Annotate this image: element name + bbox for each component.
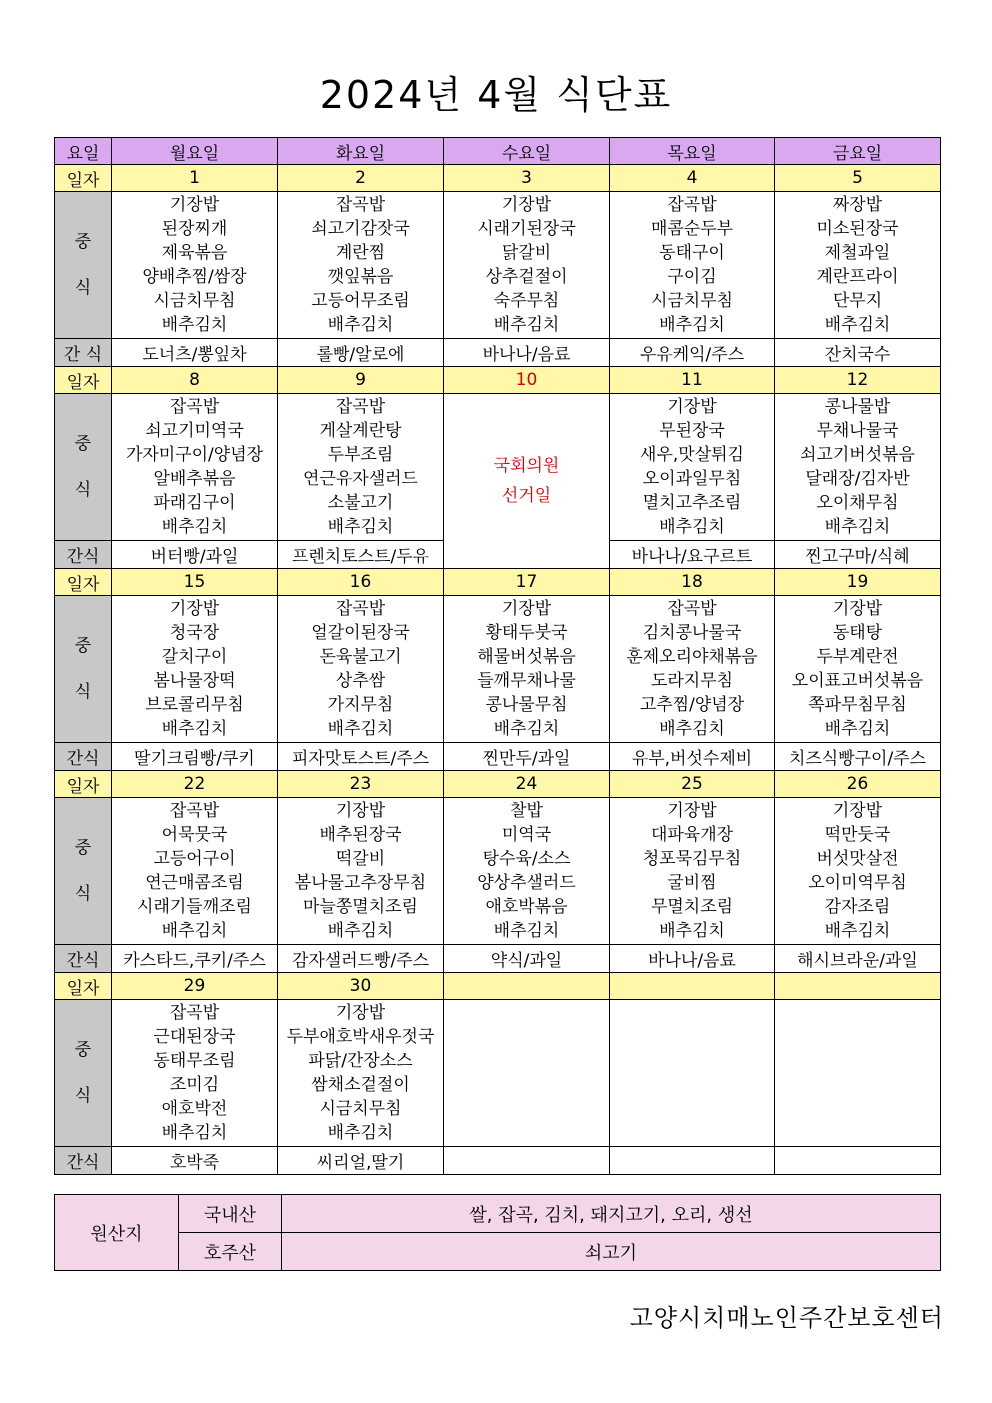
weekday-header: 수요일 [444,138,610,165]
menu-table [54,137,941,1175]
meal-item: 고등어무조림 [311,291,410,311]
snack-row-label: 간 식 [55,339,112,367]
meal-item: 동태탕 [832,623,883,643]
snack-cell: 유부,버섯수제비 [610,743,775,771]
meal-cell [444,1000,610,1147]
snack-row-label: 간식 [55,945,112,973]
snack-cell: 감자샐러드빵/주스 [278,945,444,973]
date-cell: 17 [444,569,610,596]
meal-item: 매콤순두부 [650,219,734,239]
meal-item: 해물버섯볶음 [477,647,576,667]
date-cell: 5 [775,165,941,192]
meal-item: 배추김치 [659,719,725,739]
holiday-text: 선거일 [501,486,552,506]
meal-item: 쇠고기버섯볶음 [800,445,915,465]
meal-item: 숙주무침 [493,291,560,311]
meal-cell [610,192,775,339]
meal-item: 오이표고버섯볶음 [791,671,924,691]
meal-cell [278,1000,444,1147]
meal-item: 오이채무침 [816,493,899,513]
meal-item: 무된장국 [659,421,725,441]
meal-item: 닭갈비 [501,243,552,263]
date-cell: 12 [775,367,941,394]
meal-item: 동태무조림 [153,1051,236,1071]
origin-row [55,1233,941,1271]
date-cell: 18 [610,569,775,596]
snack-cell: 약식/과일 [444,945,610,973]
meal-item: 배추김치 [493,315,560,335]
meal-item: 시금치무침 [153,291,236,311]
origin-items: 쌀, 잡곡, 김치, 돼지고기, 오리, 생선 [282,1195,941,1233]
meal-row [55,1000,941,1147]
meal-item: 기장밥 [832,801,883,821]
meal-cell [610,798,775,945]
meal-item: 상추겉절이 [485,267,568,287]
snack-cell: 씨리얼,딸기 [278,1147,444,1175]
weekday-header: 화요일 [278,138,444,165]
meal-label-bottom: 식 [74,682,92,702]
meal-item: 시금치무침 [319,1099,402,1119]
date-cell: 15 [112,569,278,596]
snack-cell: 찐만두/과일 [444,743,610,771]
date-cell: 3 [444,165,610,192]
date-cell: 24 [444,771,610,798]
meal-cell [278,596,444,743]
snack-row [55,945,941,973]
meal-item: 돈육불고기 [319,647,402,667]
snack-cell: 호박죽 [112,1147,278,1175]
meal-item: 배추김치 [493,921,560,941]
page-title: 2024년 4월 식단표 [319,73,673,117]
date-cell: 9 [278,367,444,394]
meal-item: 배추김치 [161,517,228,537]
meal-item: 청국장 [169,623,220,643]
snack-cell: 해시브라운/과일 [775,945,941,973]
meal-item: 들깨무채나물 [477,671,576,691]
meal-item: 제철과일 [824,243,891,263]
snack-cell: 바나나/음료 [444,339,610,367]
meal-item: 찰밥 [510,801,543,821]
meal-item: 봄나물고추장무침 [294,873,427,893]
meal-label-top: 중 [74,434,92,454]
meal-item: 콩나물무침 [485,695,568,715]
date-row [55,771,941,798]
meal-cell [610,394,775,541]
meal-item: 기장밥 [335,801,386,821]
meal-item: 된장찌개 [161,219,228,239]
date-cell: 30 [278,973,444,1000]
meal-item: 도라지무침 [650,671,734,691]
meal-item: 배추김치 [327,517,394,537]
date-row [55,165,941,192]
meal-item: 배추김치 [659,921,725,941]
meal-item: 무채나물국 [816,421,899,441]
meal-item: 기장밥 [335,1003,386,1023]
meal-item: 콩나물밥 [824,397,891,417]
meal-item: 마늘쫑멸치조림 [303,897,418,917]
date-cell: 25 [610,771,775,798]
snack-cell: 버터빵/과일 [112,541,278,569]
meal-cell [444,798,610,945]
meal-item: 고추찜/양념장 [639,695,745,715]
date-cell: 4 [610,165,775,192]
weekday-header-row [55,138,941,165]
meal-item: 근대된장국 [153,1027,236,1047]
meal-item: 상추쌈 [335,671,386,691]
meal-item: 시래기들깨조림 [137,897,252,917]
meal-cell [444,192,610,339]
meal-item: 떡만둣국 [824,825,891,845]
meal-item: 오이미역무침 [808,873,907,893]
meal-row [55,192,941,339]
meal-item: 잡곡밥 [335,599,386,619]
snack-row-label: 간식 [55,1147,112,1175]
holiday-text: 국회의원 [493,456,560,476]
weekday-header-label: 요일 [55,138,112,165]
origin-country: 국내산 [179,1195,282,1233]
meal-label-top: 중 [74,636,92,656]
date-cell: 2 [278,165,444,192]
meal-item: 배추김치 [824,315,891,335]
origin-country: 호주산 [179,1233,282,1271]
date-cell: 26 [775,771,941,798]
date-row [55,367,941,394]
date-row [55,973,941,1000]
meal-item: 배추김치 [493,719,560,739]
date-cell: 19 [775,569,941,596]
meal-item: 잡곡밥 [667,195,717,215]
weekday-header: 금요일 [775,138,941,165]
meal-item: 단무지 [832,291,883,311]
snack-cell [610,1147,775,1175]
meal-item: 배추김치 [327,921,394,941]
meal-row [55,596,941,743]
snack-cell: 잔치국수 [775,339,941,367]
meal-cell [775,798,941,945]
meal-item: 배추김치 [824,517,891,537]
meal-item: 배추된장국 [319,825,402,845]
meal-label-top: 중 [74,838,92,858]
meal-item: 파닭/간장소스 [308,1051,413,1071]
origin-table [54,1194,941,1271]
meal-item: 떡갈비 [335,849,386,869]
meal-item: 봄나물장떡 [153,671,236,691]
meal-item: 양배추찜/쌈장 [142,267,247,287]
snack-row [55,339,941,367]
meal-item: 게살계란탕 [319,421,402,441]
meal-cell [112,1000,278,1147]
meal-row-label [55,192,112,339]
meal-item: 잡곡밥 [169,801,220,821]
meal-item: 기장밥 [169,599,220,619]
origin-label: 원산지 [55,1195,179,1271]
meal-cell [112,596,278,743]
meal-item: 기장밥 [667,397,717,417]
date-cell: 29 [112,973,278,1000]
date-row-label: 일자 [55,973,112,1000]
meal-item: 배추김치 [824,921,891,941]
meal-item: 깻잎볶음 [327,267,394,287]
meal-cell [278,394,444,541]
meal-row [55,798,941,945]
meal-item: 애호박볶음 [485,897,568,917]
snack-cell: 우유케익/주스 [610,339,775,367]
snack-cell: 카스타드,쿠키/주스 [112,945,278,973]
meal-item: 고등어구이 [153,849,236,869]
meal-item: 파래김구이 [153,493,236,513]
meal-item: 소불고기 [327,493,394,513]
meal-row-label [55,596,112,743]
meal-item: 알배추볶음 [153,469,236,489]
date-cell: 23 [278,771,444,798]
meal-item: 기장밥 [501,599,552,619]
meal-cell [775,596,941,743]
meal-item: 연근유자샐러드 [303,469,418,489]
meal-item: 두부조림 [327,445,394,465]
meal-item: 새우,맛살튀김 [640,445,744,465]
snack-cell: 찐고구마/식혜 [775,541,941,569]
center-name: 고양시치매노인주간보호센터 [629,1304,944,1332]
meal-row-label [55,1000,112,1147]
meal-item: 오이과일무침 [642,469,742,489]
meal-item: 계란찜 [335,243,386,263]
meal-item: 배추김치 [161,719,228,739]
meal-item: 두부계란전 [816,647,899,667]
meal-item: 기장밥 [667,801,717,821]
meal-item: 배추김치 [659,315,725,335]
meal-cell [112,798,278,945]
meal-item: 짜장밥 [832,195,883,215]
meal-item: 기장밥 [501,195,552,215]
snack-cell: 치즈식빵구이/주스 [775,743,941,771]
meal-item: 배추김치 [824,719,891,739]
meal-cell [444,596,610,743]
meal-item: 달래장/김자반 [805,469,910,489]
snack-row [55,1147,941,1175]
snack-cell [775,1147,941,1175]
meal-item: 가지무침 [327,695,394,715]
meal-cell [775,1000,941,1147]
snack-cell: 피자맛토스트/주스 [278,743,444,771]
meal-cell [278,192,444,339]
meal-item: 청포묵김무침 [642,849,742,869]
weekday-header: 목요일 [610,138,775,165]
meal-item: 갈치구이 [161,647,228,667]
meal-item: 훈제오리야채볶음 [626,647,758,667]
meal-item: 계란프라이 [816,267,899,287]
weekday-header: 월요일 [112,138,278,165]
meal-item: 감자조림 [824,897,891,917]
date-cell: 11 [610,367,775,394]
meal-cell [610,1000,775,1147]
meal-item: 가자미구이/양념장 [125,445,264,465]
snack-row-label: 간식 [55,743,112,771]
meal-item: 배추김치 [161,1123,228,1143]
date-cell: 16 [278,569,444,596]
meal-item: 잡곡밥 [169,397,220,417]
meal-item: 배추김치 [161,315,228,335]
meal-item: 김치콩나물국 [642,623,742,643]
meal-item: 제육볶음 [161,243,228,263]
date-row-label: 일자 [55,569,112,596]
meal-item: 기장밥 [832,599,883,619]
meal-item: 쪽파무침무침 [808,695,907,715]
meal-item: 대파육개장 [650,825,734,845]
meal-cell [775,394,941,541]
meal-item: 조미김 [169,1075,220,1095]
meal-cell [610,596,775,743]
meal-label-bottom: 식 [74,278,92,298]
meal-cell [112,394,278,541]
meal-item: 시래기된장국 [477,219,576,239]
meal-item: 두부애호박새우젓국 [286,1027,435,1047]
snack-cell: 롤빵/알로에 [278,339,444,367]
origin-items: 쇠고기 [282,1233,941,1271]
date-cell [444,973,610,1000]
meal-item: 얼갈이된장국 [311,623,410,643]
date-row-label: 일자 [55,367,112,394]
meal-item: 배추김치 [327,315,394,335]
date-cell: 10 [444,367,610,394]
meal-item: 버섯맛살전 [816,849,899,869]
snack-cell: 바나나/음료 [610,945,775,973]
meal-item: 쌈채소겉절이 [311,1075,410,1095]
meal-row-label [55,798,112,945]
meal-label-bottom: 식 [74,884,92,904]
meal-cell [278,798,444,945]
meal-item: 애호박전 [161,1099,228,1119]
meal-item: 황태두붓국 [485,623,568,643]
meal-item: 잡곡밥 [335,195,386,215]
meal-item: 쇠고기미역국 [145,421,244,441]
date-row-label: 일자 [55,165,112,192]
meal-label-top: 중 [74,1040,92,1060]
date-cell: 8 [112,367,278,394]
snack-row-label: 간식 [55,541,112,569]
meal-item: 잡곡밥 [169,1003,220,1023]
meal-row [55,394,941,541]
meal-item: 미역국 [501,825,552,845]
meal-item: 양상추샐러드 [477,873,576,893]
meal-item: 브로콜리무침 [145,695,244,715]
meal-cell [112,192,278,339]
date-row [55,569,941,596]
meal-item: 기장밥 [169,195,220,215]
snack-cell: 도너츠/뽕잎차 [112,339,278,367]
meal-item: 동태구이 [659,243,725,263]
meal-row-label [55,394,112,541]
meal-item: 쇠고기감잣국 [311,219,410,239]
meal-item: 어묵뭇국 [161,825,228,845]
meal-item: 배추김치 [327,719,394,739]
meal-cell [775,192,941,339]
meal-item: 배추김치 [659,517,725,537]
meal-label-bottom: 식 [74,480,92,500]
holiday-cell [444,394,610,569]
snack-cell: 바나나/요구르트 [610,541,775,569]
meal-item: 구이김 [667,267,717,287]
meal-item: 미소된장국 [816,219,899,239]
date-cell [610,973,775,1000]
meal-item: 굴비찜 [667,873,717,893]
snack-cell: 딸기크림빵/쿠키 [112,743,278,771]
meal-item: 배추김치 [161,921,228,941]
meal-item: 잡곡밥 [667,599,717,619]
snack-cell: 프렌치토스트/두유 [278,541,444,569]
meal-item: 연근매콤조림 [145,873,244,893]
meal-item: 잡곡밥 [335,397,386,417]
meal-label-top: 중 [74,232,92,252]
meal-item: 무멸치조림 [650,897,734,917]
meal-item: 배추김치 [327,1123,394,1143]
meal-item: 탕수육/소스 [482,849,571,869]
date-row-label: 일자 [55,771,112,798]
snack-cell [444,1147,610,1175]
date-cell: 22 [112,771,278,798]
meal-item: 시금치무침 [650,291,734,311]
date-cell: 1 [112,165,278,192]
date-cell [775,973,941,1000]
snack-row [55,743,941,771]
origin-row [55,1195,941,1233]
meal-label-bottom: 식 [74,1086,92,1106]
meal-item: 멸치고추조림 [642,493,742,513]
